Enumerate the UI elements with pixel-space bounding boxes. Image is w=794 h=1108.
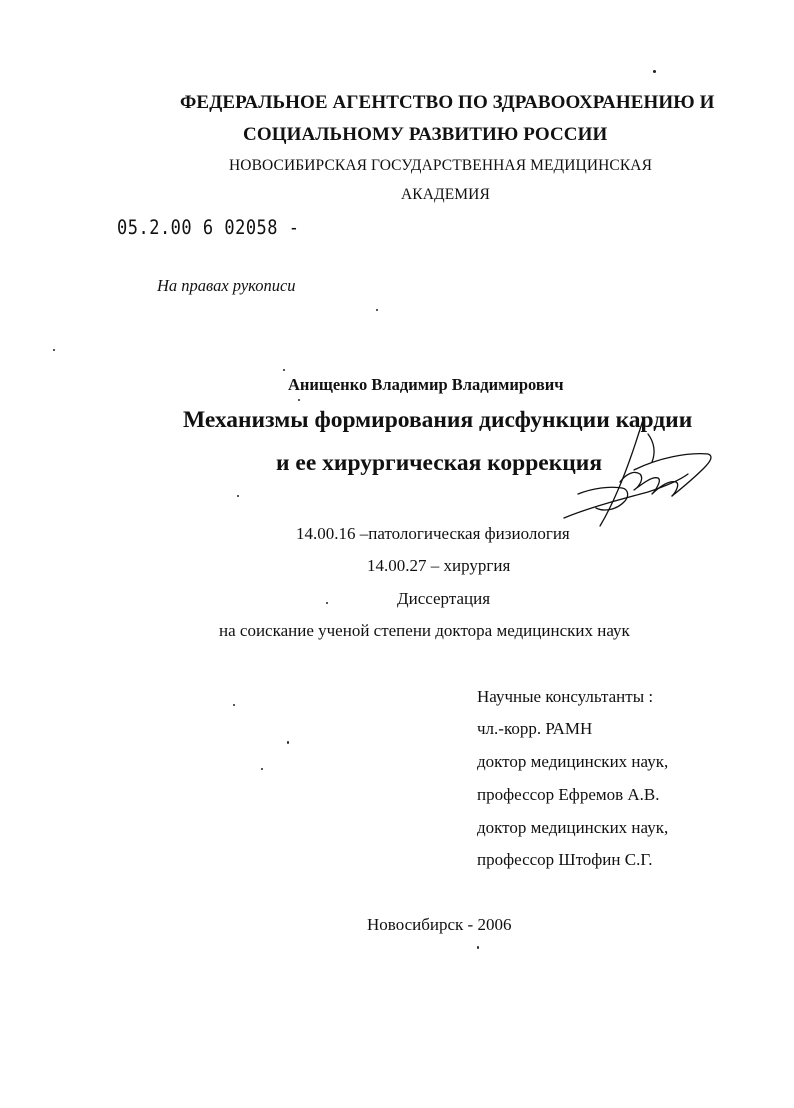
advisor-line: доктор медицинских наук,	[477, 752, 669, 771]
advisor-line: чл.-корр. РАМН	[477, 719, 593, 738]
place-year: Новосибирск - 2006	[367, 915, 512, 934]
agency-line-2: СОЦИАЛЬНОМУ РАЗВИТИЮ РОССИИ	[243, 124, 608, 145]
scan-speck	[477, 946, 479, 949]
academy-line-1: НОВОСИБИРСКАЯ ГОСУДАРСТВЕННАЯ МЕДИЦИНСКАЯ	[229, 157, 653, 174]
manuscript-note: На правах рукописи	[157, 276, 296, 295]
scan-speck	[53, 349, 55, 351]
academy-line-2: АКАДЕМИЯ	[401, 186, 490, 203]
advisor-line: профессор Ефремов А.В.	[477, 785, 660, 804]
degree: на соискание ученой степени доктора медицинских наук	[219, 621, 630, 640]
title-line-2: и ее хирургическая коррекция	[276, 450, 603, 476]
author-name: Анищенко Владимир Владимирович	[288, 375, 564, 394]
title-line-1: Механизмы формирования дисфункции кардии	[183, 407, 693, 433]
scan-speck	[233, 704, 235, 706]
scan-speck	[287, 741, 289, 744]
scan-speck	[237, 495, 239, 497]
work-type: Диссертация	[397, 589, 491, 608]
scan-speck	[261, 768, 263, 770]
scan-speck	[298, 399, 300, 401]
advisor-line: профессор Штофин С.Г.	[477, 850, 653, 869]
advisor-line: доктор медицинских наук,	[477, 818, 669, 837]
scan-speck	[653, 70, 656, 73]
specialty-1: 14.00.16 –патологическая физиология	[296, 524, 570, 543]
archive-code: 05.2.00 6 02058 -	[117, 216, 300, 240]
advisors-heading: Научные консультанты :	[477, 687, 654, 706]
agency-line-1: ФЕДЕРАЛЬНОЕ АГЕНТСТВО ПО ЗДРАВООХРАНЕНИЮ И	[180, 92, 715, 113]
specialty-2: 14.00.27 – хирургия	[367, 556, 511, 575]
scan-speck	[283, 369, 285, 371]
scan-speck	[326, 602, 328, 604]
scan-speck	[376, 309, 378, 311]
